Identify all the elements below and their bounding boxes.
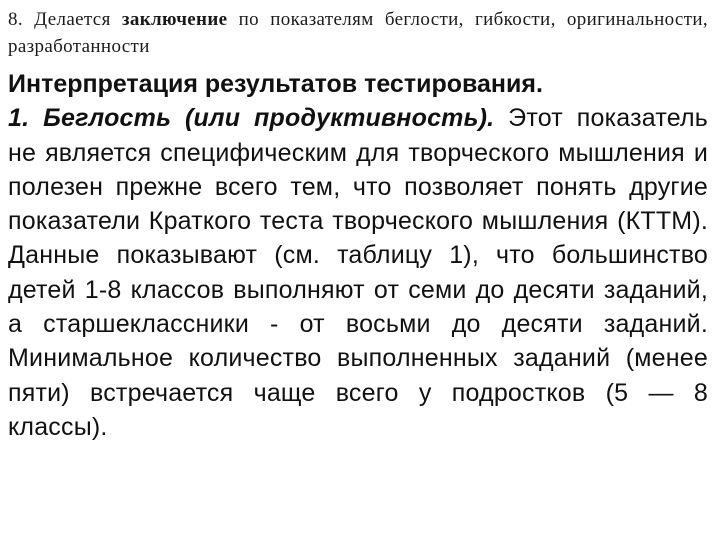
paragraph-text: Этот показатель не является специфическим для творческого мышления и полезен прежне всего тем, что позволяет понять другие показатели Краткого теста творческого мышления (КТТМ). Данные показывают (см. таблицу 1), что большинство детей 1-8 классов выполняют от семи до десяти заданий, а старшеклассники - от восьми до десяти заданий. Минимальное количество выполненных заданий (менее пяти) встречается чаще всего у подростков (5 — 8 классы). [8,104,708,441]
intro-text-end: по показателям беглости, гибкости, оригинальности, разработанности [8,9,708,57]
paragraph-lead: 1. Беглость (или продуктивность). [8,104,495,133]
body-paragraph [8,101,708,444]
intro-text-start: 8. Делается [8,9,122,30]
intro-emphasis: заключение [121,9,228,30]
intro-line [8,6,708,60]
main-content [8,67,708,444]
section-heading: Интерпретация результатов тестирования. [8,70,543,98]
